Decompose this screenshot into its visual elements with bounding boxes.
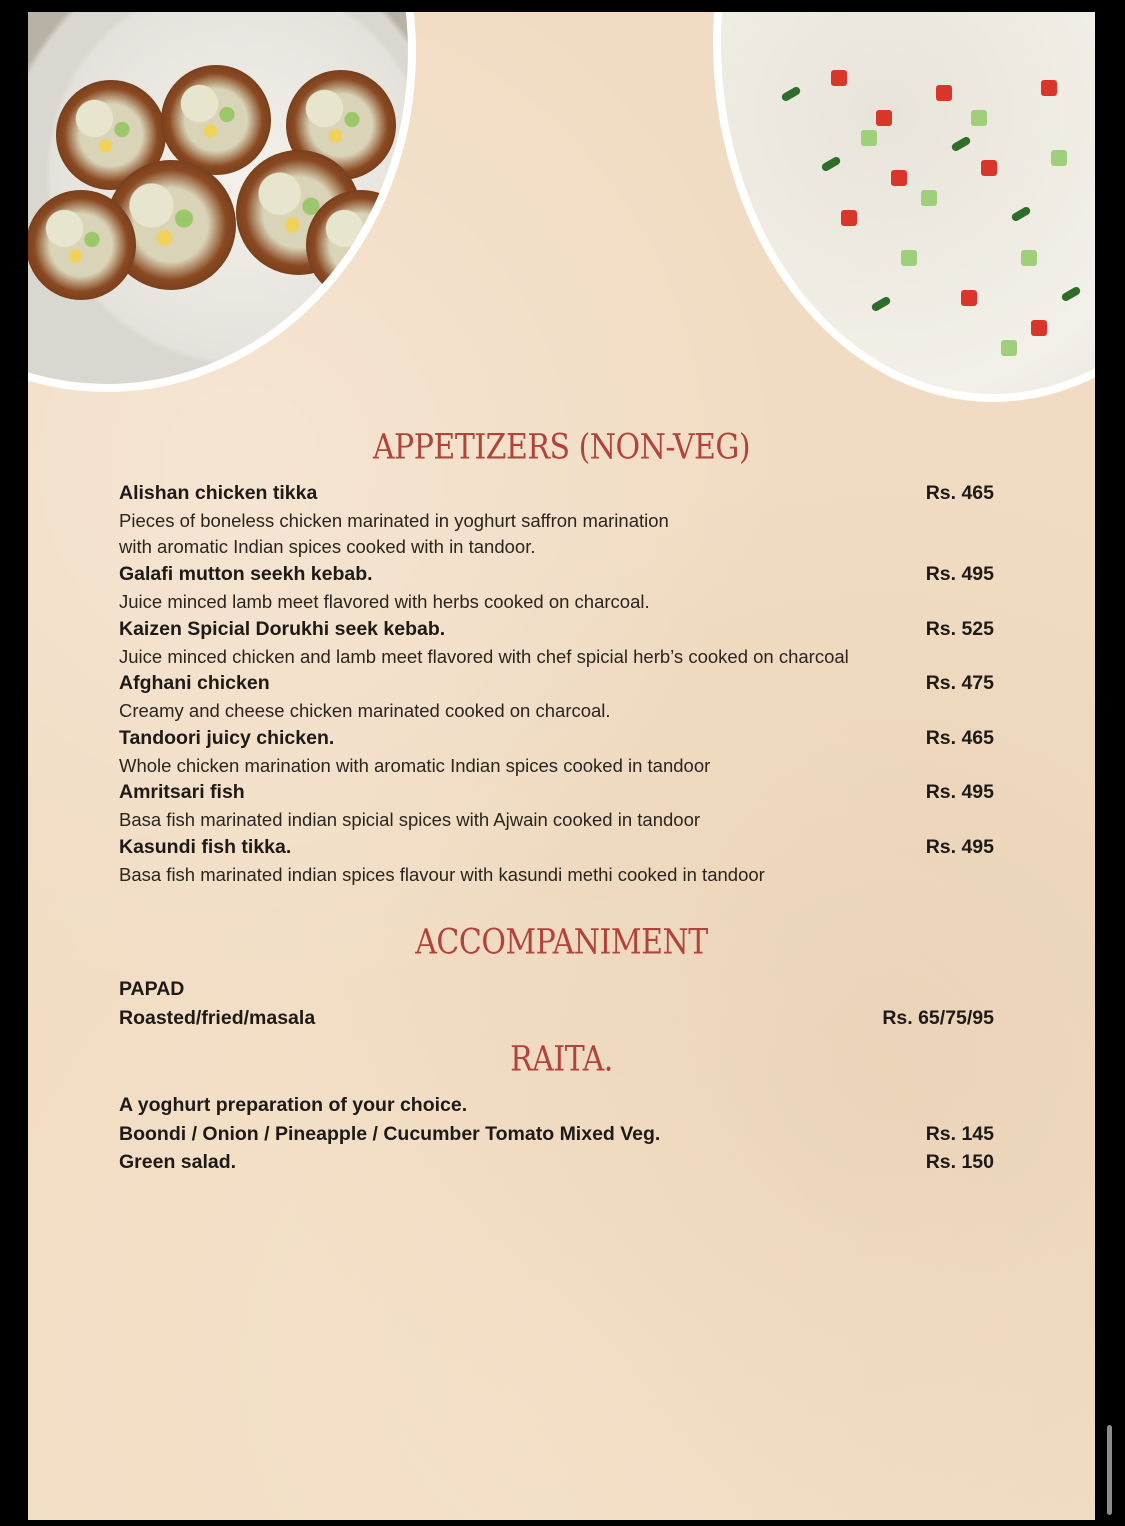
item-price: Rs. 465 [925, 482, 994, 504]
item-name: Amritsari fish [119, 781, 245, 803]
menu-page [28, 12, 1095, 1520]
appetizers-heading: APPETIZERS (NON-VEG) [372, 427, 751, 468]
food-bite [28, 190, 136, 300]
item-price: Rs. 465 [925, 727, 994, 749]
raita-intro: A yoghurt preparation of your choice. [119, 1094, 468, 1116]
item-name: Kaizen Spicial Dorukhi seek kebab. [119, 618, 446, 640]
item-name: Kasundi fish tikka. [119, 836, 292, 858]
appetizer-photo [28, 12, 416, 392]
item-description: Basa fish marinated indian spicial spices with Ajwain cooked in tandoor [119, 809, 701, 830]
item-description: Juice minced chicken and lamb meet flavored with chef spicial herb’s cooked on charcoal [119, 646, 849, 667]
item-description: Pieces of boneless chicken marinated in yoghurt saffron marination [119, 510, 669, 531]
food-bite [306, 190, 416, 300]
item-price: Rs. 495 [925, 781, 994, 803]
raita-price: Rs. 145 [925, 1123, 994, 1145]
raita-options: Boondi / Onion / Pineapple / Cucumber Tomato Mixed Veg. [119, 1123, 661, 1145]
item-description: Whole chicken marination with aromatic Indian spices cooked in tandoor [119, 755, 711, 776]
item-price: Rs. 495 [925, 563, 994, 585]
papad-variants: Roasted/fried/masala [119, 1007, 316, 1029]
item-description: Juice minced lamb meet flavored with herbs cooked on charcoal. [119, 591, 650, 612]
item-price: Rs. 475 [925, 672, 994, 694]
papad-price: Rs. 65/75/95 [882, 1007, 994, 1029]
item-name: Galafi mutton seekh kebab. [119, 563, 373, 585]
raita-heading: RAITA. [510, 1039, 613, 1080]
accompaniment-heading: ACCOMPANIMENT [415, 922, 708, 963]
item-name: Alishan chicken tikka [119, 482, 318, 504]
item-price: Rs. 525 [925, 618, 994, 640]
green-salad-name: Green salad. [119, 1151, 237, 1173]
item-price: Rs. 495 [925, 836, 994, 858]
item-description: Basa fish marinated indian spices flavour with kasundi methi cooked in tandoor [119, 864, 765, 885]
item-description: Creamy and cheese chicken marinated cooked on charcoal. [119, 700, 611, 721]
green-salad-price: Rs. 150 [925, 1151, 994, 1173]
item-name: Tandoori juicy chicken. [119, 727, 335, 749]
raita-photo [713, 12, 1095, 402]
food-bite [161, 65, 271, 175]
scrollbar[interactable] [1107, 1425, 1112, 1515]
item-description: with aromatic Indian spices cooked with in tandoor. [119, 536, 536, 557]
papad-name: PAPAD [119, 978, 185, 1000]
item-name: Afghani chicken [119, 672, 270, 694]
